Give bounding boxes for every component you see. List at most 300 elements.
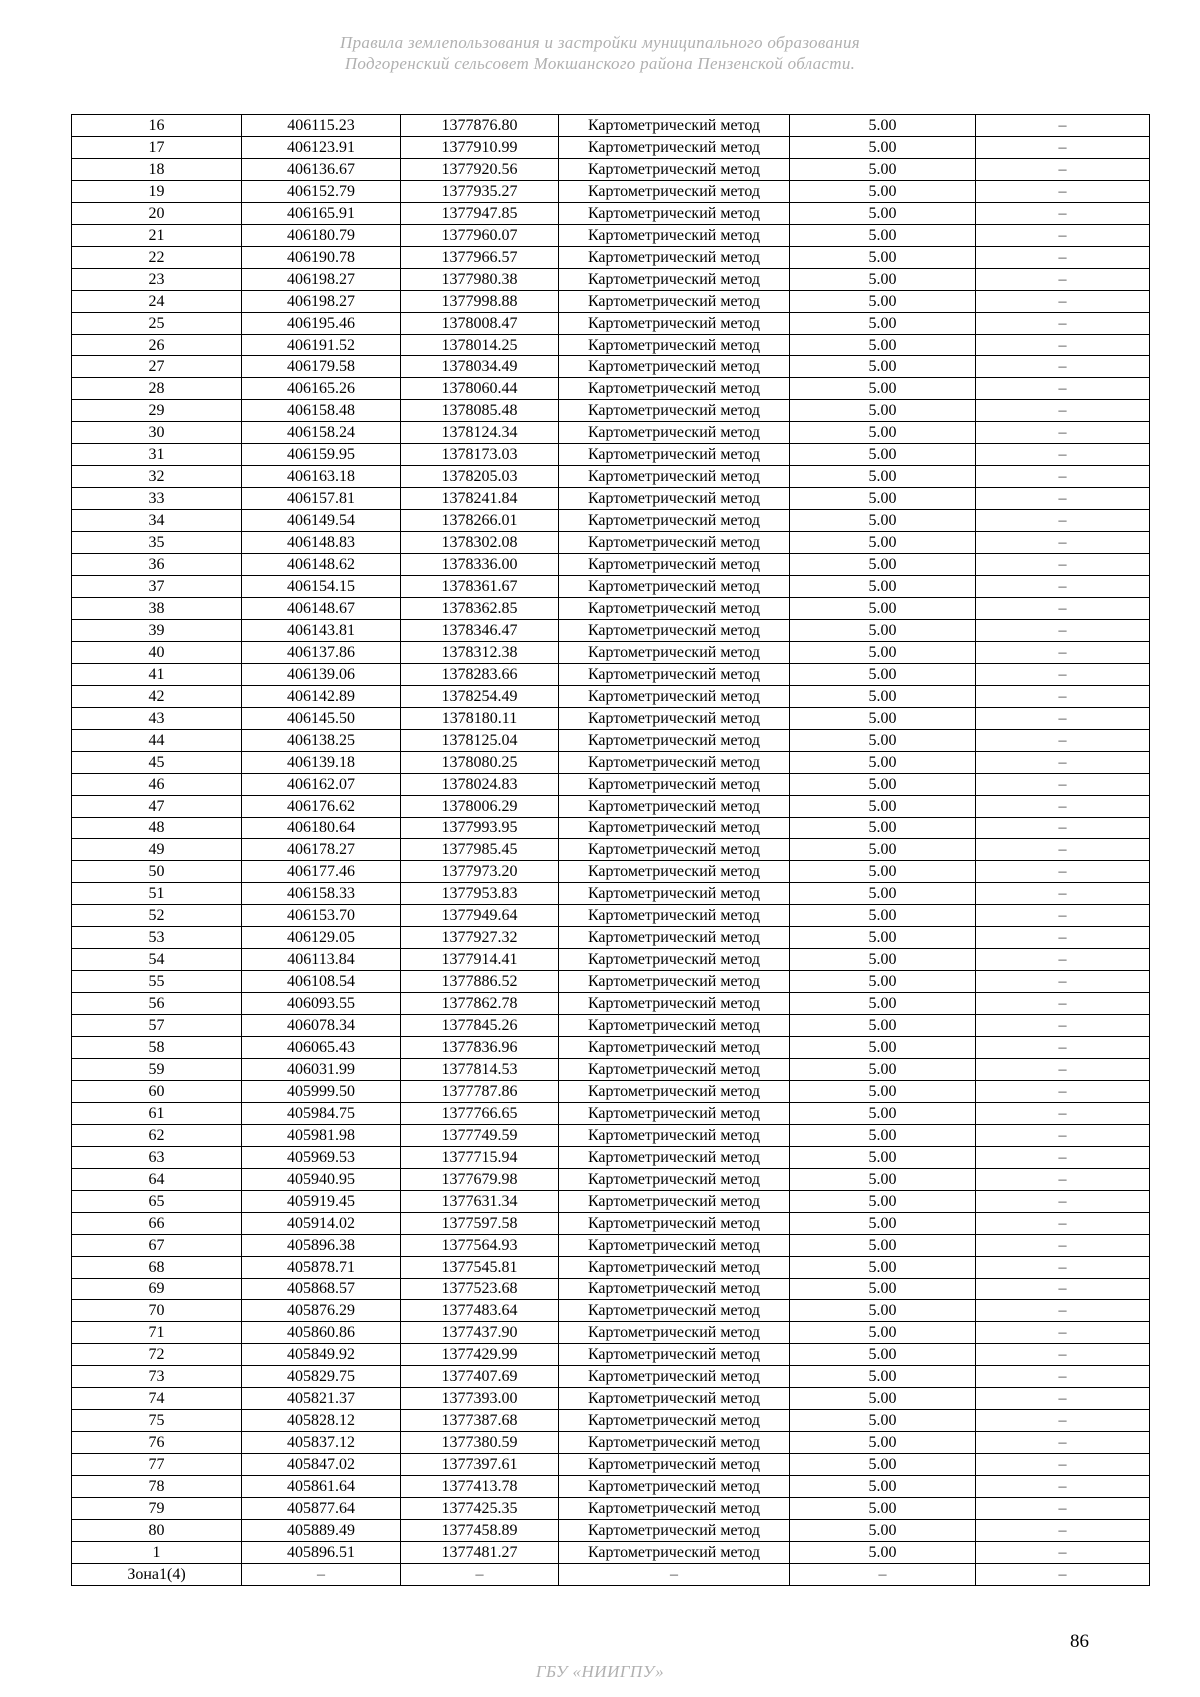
- method-cell: Картометрический метод: [559, 576, 790, 598]
- x-coordinate-cell: 406179.58: [242, 356, 401, 378]
- table-row: [72, 905, 1150, 927]
- point-number-cell: 30: [72, 422, 242, 444]
- y-coordinate-cell: 1378266.01: [401, 510, 559, 532]
- y-coordinate-cell: 1378312.38: [401, 641, 559, 663]
- method-cell: Картометрический метод: [559, 1015, 790, 1037]
- x-coordinate-cell: 406137.86: [242, 641, 401, 663]
- table-row: [72, 751, 1150, 773]
- x-coordinate-cell: 406148.62: [242, 554, 401, 576]
- method-cell: Картометрический метод: [559, 1300, 790, 1322]
- note-cell: –: [976, 356, 1150, 378]
- accuracy-cell: 5.00: [790, 158, 976, 180]
- y-coordinate-cell: 1377993.95: [401, 817, 559, 839]
- table-row: [72, 1520, 1150, 1542]
- x-coordinate-cell: 406152.79: [242, 180, 401, 202]
- accuracy-cell: 5.00: [790, 1256, 976, 1278]
- point-number-cell: 1: [72, 1541, 242, 1563]
- method-cell: Картометрический метод: [559, 993, 790, 1015]
- table-row: [72, 839, 1150, 861]
- point-number-cell: 23: [72, 268, 242, 290]
- y-coordinate-cell: 1378124.34: [401, 422, 559, 444]
- note-cell: –: [976, 1256, 1150, 1278]
- table-row: [72, 1190, 1150, 1212]
- point-number-cell: 54: [72, 949, 242, 971]
- accuracy-cell: 5.00: [790, 949, 976, 971]
- table-row: [72, 1212, 1150, 1234]
- y-coordinate-cell: 1377437.90: [401, 1322, 559, 1344]
- accuracy-cell: 5.00: [790, 729, 976, 751]
- method-cell: Картометрический метод: [559, 1190, 790, 1212]
- point-number-cell: 22: [72, 246, 242, 268]
- note-cell: –: [976, 619, 1150, 641]
- point-number-cell: 80: [72, 1520, 242, 1542]
- note-cell: –: [976, 115, 1150, 137]
- point-number-cell: 27: [72, 356, 242, 378]
- table-row: [72, 444, 1150, 466]
- table-row: [72, 971, 1150, 993]
- note-cell: –: [976, 1322, 1150, 1344]
- y-coordinate-cell: 1377845.26: [401, 1015, 559, 1037]
- accuracy-cell: 5.00: [790, 663, 976, 685]
- accuracy-cell: 5.00: [790, 532, 976, 554]
- table-row: [72, 927, 1150, 949]
- accuracy-cell: 5.00: [790, 817, 976, 839]
- y-coordinate-cell: 1377407.69: [401, 1366, 559, 1388]
- method-cell: Картометрический метод: [559, 597, 790, 619]
- method-cell: Картометрический метод: [559, 334, 790, 356]
- method-cell: Картометрический метод: [559, 751, 790, 773]
- point-number-cell: 57: [72, 1015, 242, 1037]
- method-cell: Картометрический метод: [559, 729, 790, 751]
- x-coordinate-cell: 405837.12: [242, 1432, 401, 1454]
- accuracy-cell: 5.00: [790, 993, 976, 1015]
- x-coordinate-cell: 405868.57: [242, 1278, 401, 1300]
- y-coordinate-cell: 1378060.44: [401, 378, 559, 400]
- method-cell: Картометрический метод: [559, 1234, 790, 1256]
- y-coordinate-cell: 1378006.29: [401, 795, 559, 817]
- y-coordinate-cell: 1378080.25: [401, 751, 559, 773]
- y-coordinate-cell: 1377927.32: [401, 927, 559, 949]
- x-coordinate-cell: 405889.49: [242, 1520, 401, 1542]
- accuracy-cell: 5.00: [790, 466, 976, 488]
- point-number-cell: 72: [72, 1344, 242, 1366]
- y-coordinate-cell: 1377481.27: [401, 1541, 559, 1563]
- note-cell: –: [976, 1015, 1150, 1037]
- accuracy-cell: 5.00: [790, 290, 976, 312]
- header-line-2: Подгоренский сельсовет Мокшанского района Пензенской области.: [344, 54, 856, 73]
- accuracy-cell: 5.00: [790, 927, 976, 949]
- point-number-cell: 20: [72, 202, 242, 224]
- y-coordinate-cell: 1378302.08: [401, 532, 559, 554]
- x-coordinate-cell: 406093.55: [242, 993, 401, 1015]
- method-cell: Картометрический метод: [559, 224, 790, 246]
- accuracy-cell: 5.00: [790, 312, 976, 334]
- note-cell: –: [976, 1563, 1150, 1585]
- y-coordinate-cell: 1377886.52: [401, 971, 559, 993]
- accuracy-cell: 5.00: [790, 1366, 976, 1388]
- accuracy-cell: 5.00: [790, 444, 976, 466]
- accuracy-cell: 5.00: [790, 1234, 976, 1256]
- table-row: [72, 1124, 1150, 1146]
- method-cell: Картометрический метод: [559, 905, 790, 927]
- method-cell: Картометрический метод: [559, 290, 790, 312]
- point-number-cell: 35: [72, 532, 242, 554]
- point-number-cell: 41: [72, 663, 242, 685]
- table-row: [72, 1541, 1150, 1563]
- accuracy-cell: 5.00: [790, 1322, 976, 1344]
- note-cell: –: [976, 971, 1150, 993]
- accuracy-cell: 5.00: [790, 1102, 976, 1124]
- method-cell: Картометрический метод: [559, 773, 790, 795]
- y-coordinate-cell: 1377679.98: [401, 1168, 559, 1190]
- table-row: [72, 334, 1150, 356]
- x-coordinate-cell: 405828.12: [242, 1410, 401, 1432]
- accuracy-cell: 5.00: [790, 707, 976, 729]
- y-coordinate-cell: 1377876.80: [401, 115, 559, 137]
- method-cell: Картометрический метод: [559, 312, 790, 334]
- y-coordinate-cell: 1377862.78: [401, 993, 559, 1015]
- point-number-cell: 52: [72, 905, 242, 927]
- y-coordinate-cell: 1378361.67: [401, 576, 559, 598]
- note-cell: –: [976, 1080, 1150, 1102]
- point-number-cell: 62: [72, 1124, 242, 1146]
- accuracy-cell: 5.00: [790, 751, 976, 773]
- note-cell: –: [976, 839, 1150, 861]
- table-row: [72, 1015, 1150, 1037]
- note-cell: –: [976, 1058, 1150, 1080]
- point-number-cell: 63: [72, 1146, 242, 1168]
- note-cell: –: [976, 312, 1150, 334]
- accuracy-cell: 5.00: [790, 576, 976, 598]
- method-cell: Картометрический метод: [559, 1432, 790, 1454]
- point-number-cell: 51: [72, 883, 242, 905]
- header-line-1: Правила землепользования и застройки муниципального образования: [340, 33, 860, 52]
- x-coordinate-cell: 406148.83: [242, 532, 401, 554]
- x-coordinate-cell: 406143.81: [242, 619, 401, 641]
- accuracy-cell: 5.00: [790, 180, 976, 202]
- note-cell: –: [976, 707, 1150, 729]
- y-coordinate-cell: 1377966.57: [401, 246, 559, 268]
- note-cell: –: [976, 1234, 1150, 1256]
- table-row: [72, 729, 1150, 751]
- note-cell: –: [976, 1146, 1150, 1168]
- table-row: [72, 1344, 1150, 1366]
- point-number-cell: 69: [72, 1278, 242, 1300]
- note-cell: –: [976, 751, 1150, 773]
- accuracy-cell: 5.00: [790, 115, 976, 137]
- x-coordinate-cell: 405969.53: [242, 1146, 401, 1168]
- note-cell: –: [976, 949, 1150, 971]
- x-coordinate-cell: 406065.43: [242, 1037, 401, 1059]
- accuracy-cell: 5.00: [790, 1058, 976, 1080]
- note-cell: –: [976, 1432, 1150, 1454]
- accuracy-cell: 5.00: [790, 268, 976, 290]
- method-cell: Картометрический метод: [559, 1388, 790, 1410]
- table-row: [72, 861, 1150, 883]
- x-coordinate-cell: 406195.46: [242, 312, 401, 334]
- note-cell: –: [976, 1102, 1150, 1124]
- table-row: [72, 466, 1150, 488]
- point-number-cell: 44: [72, 729, 242, 751]
- y-coordinate-cell: 1377413.78: [401, 1476, 559, 1498]
- x-coordinate-cell: 405829.75: [242, 1366, 401, 1388]
- method-cell: Картометрический метод: [559, 202, 790, 224]
- table-row: [72, 1256, 1150, 1278]
- note-cell: –: [976, 1212, 1150, 1234]
- accuracy-cell: 5.00: [790, 1015, 976, 1037]
- point-number-cell: 33: [72, 488, 242, 510]
- table-row: [72, 158, 1150, 180]
- table-row: [72, 949, 1150, 971]
- table-row: [72, 422, 1150, 444]
- x-coordinate-cell: 406149.54: [242, 510, 401, 532]
- point-number-cell: 19: [72, 180, 242, 202]
- accuracy-cell: 5.00: [790, 202, 976, 224]
- table-row: [72, 1234, 1150, 1256]
- x-coordinate-cell: 405919.45: [242, 1190, 401, 1212]
- method-cell: Картометрический метод: [559, 663, 790, 685]
- note-cell: –: [976, 773, 1150, 795]
- point-number-cell: 58: [72, 1037, 242, 1059]
- table-row: [72, 400, 1150, 422]
- y-coordinate-cell: 1377787.86: [401, 1080, 559, 1102]
- note-cell: –: [976, 1476, 1150, 1498]
- point-number-cell: 79: [72, 1498, 242, 1520]
- note-cell: –: [976, 1190, 1150, 1212]
- x-coordinate-cell: 406176.62: [242, 795, 401, 817]
- note-cell: –: [976, 1541, 1150, 1563]
- x-coordinate-cell: 405877.64: [242, 1498, 401, 1520]
- method-cell: Картометрический метод: [559, 466, 790, 488]
- point-number-cell: 29: [72, 400, 242, 422]
- note-cell: –: [976, 422, 1150, 444]
- method-cell: Картометрический метод: [559, 400, 790, 422]
- y-coordinate-cell: 1377523.68: [401, 1278, 559, 1300]
- accuracy-cell: 5.00: [790, 1476, 976, 1498]
- method-cell: Картометрический метод: [559, 861, 790, 883]
- note-cell: –: [976, 554, 1150, 576]
- method-cell: Картометрический метод: [559, 180, 790, 202]
- note-cell: –: [976, 993, 1150, 1015]
- table-row: [72, 1476, 1150, 1498]
- method-cell: Картометрический метод: [559, 554, 790, 576]
- x-coordinate-cell: 406153.70: [242, 905, 401, 927]
- table-row: [72, 1432, 1150, 1454]
- y-coordinate-cell: 1377631.34: [401, 1190, 559, 1212]
- method-cell: Картометрический метод: [559, 532, 790, 554]
- method-cell: Картометрический метод: [559, 488, 790, 510]
- point-number-cell: 40: [72, 641, 242, 663]
- x-coordinate-cell: 405821.37: [242, 1388, 401, 1410]
- x-coordinate-cell: 406139.06: [242, 663, 401, 685]
- x-coordinate-cell: 406180.79: [242, 224, 401, 246]
- note-cell: –: [976, 1520, 1150, 1542]
- point-number-cell: 28: [72, 378, 242, 400]
- accuracy-cell: 5.00: [790, 1410, 976, 1432]
- method-cell: Картометрический метод: [559, 158, 790, 180]
- note-cell: –: [976, 268, 1150, 290]
- x-coordinate-cell: 406191.52: [242, 334, 401, 356]
- accuracy-cell: 5.00: [790, 641, 976, 663]
- y-coordinate-cell: 1377998.88: [401, 290, 559, 312]
- point-number-cell: 26: [72, 334, 242, 356]
- x-coordinate-cell: 406178.27: [242, 839, 401, 861]
- table-row: [72, 817, 1150, 839]
- table-row: [72, 488, 1150, 510]
- method-cell: Картометрический метод: [559, 136, 790, 158]
- point-number-cell: 68: [72, 1256, 242, 1278]
- method-cell: Картометрический метод: [559, 685, 790, 707]
- point-number-cell: 38: [72, 597, 242, 619]
- table-row: [72, 180, 1150, 202]
- method-cell: Картометрический метод: [559, 971, 790, 993]
- y-coordinate-cell: 1377980.38: [401, 268, 559, 290]
- table-row: [72, 268, 1150, 290]
- accuracy-cell: 5.00: [790, 1541, 976, 1563]
- y-coordinate-cell: 1377973.20: [401, 861, 559, 883]
- table-row: [72, 1058, 1150, 1080]
- y-coordinate-cell: 1377953.83: [401, 883, 559, 905]
- point-number-cell: 67: [72, 1234, 242, 1256]
- table-row: [72, 1563, 1150, 1585]
- method-cell: Картометрический метод: [559, 510, 790, 532]
- note-cell: –: [976, 576, 1150, 598]
- y-coordinate-cell: 1377985.45: [401, 839, 559, 861]
- note-cell: –: [976, 1300, 1150, 1322]
- accuracy-cell: 5.00: [790, 510, 976, 532]
- accuracy-cell: 5.00: [790, 597, 976, 619]
- accuracy-cell: 5.00: [790, 422, 976, 444]
- y-coordinate-cell: 1378241.84: [401, 488, 559, 510]
- note-cell: –: [976, 905, 1150, 927]
- table-row: [72, 1498, 1150, 1520]
- note-cell: –: [976, 510, 1150, 532]
- y-coordinate-cell: 1377545.81: [401, 1256, 559, 1278]
- accuracy-cell: 5.00: [790, 1498, 976, 1520]
- point-number-cell: 70: [72, 1300, 242, 1322]
- table-row: [72, 1410, 1150, 1432]
- accuracy-cell: 5.00: [790, 246, 976, 268]
- x-coordinate-cell: 406078.34: [242, 1015, 401, 1037]
- method-cell: Картометрический метод: [559, 115, 790, 137]
- x-coordinate-cell: 405940.95: [242, 1168, 401, 1190]
- x-coordinate-cell: 406031.99: [242, 1058, 401, 1080]
- y-coordinate-cell: 1378180.11: [401, 707, 559, 729]
- method-cell: Картометрический метод: [559, 817, 790, 839]
- note-cell: –: [976, 1124, 1150, 1146]
- method-cell: Картометрический метод: [559, 1410, 790, 1432]
- accuracy-cell: 5.00: [790, 400, 976, 422]
- note-cell: –: [976, 136, 1150, 158]
- accuracy-cell: 5.00: [790, 1520, 976, 1542]
- accuracy-cell: 5.00: [790, 1146, 976, 1168]
- method-cell: Картометрический метод: [559, 641, 790, 663]
- x-coordinate-cell: 406165.91: [242, 202, 401, 224]
- table-row: [72, 224, 1150, 246]
- note-cell: –: [976, 795, 1150, 817]
- note-cell: –: [976, 1366, 1150, 1388]
- accuracy-cell: 5.00: [790, 883, 976, 905]
- point-number-cell: 73: [72, 1366, 242, 1388]
- point-number-cell: 78: [72, 1476, 242, 1498]
- x-coordinate-cell: 406157.81: [242, 488, 401, 510]
- y-coordinate-cell: 1377393.00: [401, 1388, 559, 1410]
- note-cell: –: [976, 597, 1150, 619]
- accuracy-cell: 5.00: [790, 136, 976, 158]
- point-number-cell: 77: [72, 1454, 242, 1476]
- note-cell: –: [976, 158, 1150, 180]
- note-cell: –: [976, 685, 1150, 707]
- y-coordinate-cell: 1378362.85: [401, 597, 559, 619]
- y-coordinate-cell: 1378034.49: [401, 356, 559, 378]
- point-number-cell: 46: [72, 773, 242, 795]
- note-cell: –: [976, 488, 1150, 510]
- x-coordinate-cell: 405878.71: [242, 1256, 401, 1278]
- x-coordinate-cell: –: [242, 1563, 401, 1585]
- x-coordinate-cell: 406163.18: [242, 466, 401, 488]
- accuracy-cell: 5.00: [790, 1344, 976, 1366]
- note-cell: –: [976, 729, 1150, 751]
- y-coordinate-cell: 1377425.35: [401, 1498, 559, 1520]
- point-number-cell: 64: [72, 1168, 242, 1190]
- accuracy-cell: 5.00: [790, 1190, 976, 1212]
- method-cell: Картометрический метод: [559, 1541, 790, 1563]
- method-cell: Картометрический метод: [559, 1058, 790, 1080]
- y-coordinate-cell: 1378336.00: [401, 554, 559, 576]
- accuracy-cell: 5.00: [790, 839, 976, 861]
- point-number-cell: 76: [72, 1432, 242, 1454]
- table-row: [72, 1322, 1150, 1344]
- x-coordinate-cell: 406177.46: [242, 861, 401, 883]
- accuracy-cell: –: [790, 1563, 976, 1585]
- method-cell: Картометрический метод: [559, 1080, 790, 1102]
- table-row: [72, 1168, 1150, 1190]
- table-row: [72, 510, 1150, 532]
- method-cell: Картометрический метод: [559, 1322, 790, 1344]
- accuracy-cell: 5.00: [790, 1388, 976, 1410]
- table-row: [72, 1278, 1150, 1300]
- x-coordinate-cell: 406115.23: [242, 115, 401, 137]
- note-cell: –: [976, 927, 1150, 949]
- table-row: [72, 136, 1150, 158]
- accuracy-cell: 5.00: [790, 1037, 976, 1059]
- accuracy-cell: 5.00: [790, 1454, 976, 1476]
- note-cell: –: [976, 1410, 1150, 1432]
- method-cell: Картометрический метод: [559, 1168, 790, 1190]
- x-coordinate-cell: 405914.02: [242, 1212, 401, 1234]
- note-cell: –: [976, 817, 1150, 839]
- table-row: [72, 795, 1150, 817]
- table-row: [72, 663, 1150, 685]
- y-coordinate-cell: 1377960.07: [401, 224, 559, 246]
- method-cell: Картометрический метод: [559, 1498, 790, 1520]
- table-row: [72, 554, 1150, 576]
- accuracy-cell: 5.00: [790, 1124, 976, 1146]
- point-number-cell: 65: [72, 1190, 242, 1212]
- point-number-cell: 74: [72, 1388, 242, 1410]
- document-header: [0, 32, 1200, 74]
- y-coordinate-cell: 1378024.83: [401, 773, 559, 795]
- note-cell: –: [976, 224, 1150, 246]
- y-coordinate-cell: 1377715.94: [401, 1146, 559, 1168]
- note-cell: –: [976, 641, 1150, 663]
- table-row: [72, 1366, 1150, 1388]
- point-number-cell: 71: [72, 1322, 242, 1344]
- method-cell: Картометрический метод: [559, 707, 790, 729]
- accuracy-cell: 5.00: [790, 554, 976, 576]
- y-coordinate-cell: 1378173.03: [401, 444, 559, 466]
- y-coordinate-cell: 1377387.68: [401, 1410, 559, 1432]
